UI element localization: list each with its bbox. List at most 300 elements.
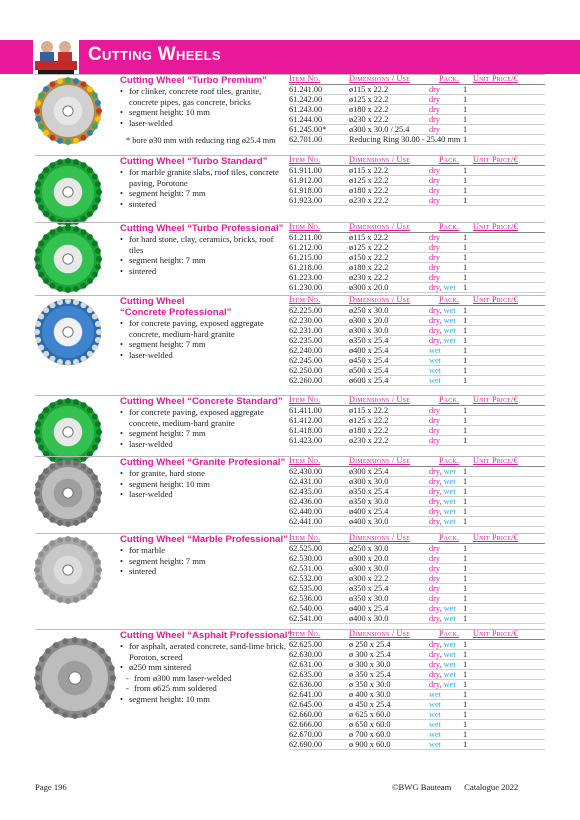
feature-list	[120, 167, 288, 209]
pack-quantity: 1	[463, 710, 468, 719]
pack-quantity: 1	[463, 186, 468, 195]
product-title-line2: “Concrete Professional”	[120, 307, 232, 318]
header-pack: Pack.	[439, 222, 460, 231]
item-number: 62.240.00	[289, 346, 323, 355]
usage-dry: dry,	[429, 670, 444, 679]
usage-dry: dry,	[429, 660, 444, 669]
usage	[429, 700, 441, 710]
table-row	[289, 263, 545, 273]
pack-quantity: 1	[463, 477, 468, 486]
usage	[429, 670, 456, 680]
usage-dry: dry	[429, 426, 441, 435]
header-unit-price: Unit Price/€	[473, 295, 518, 304]
product-table	[289, 156, 545, 206]
pack-quantity: 1	[463, 326, 468, 335]
table-row	[289, 594, 545, 604]
pack-quantity: 1	[463, 564, 468, 573]
item-number: 62.260.00	[289, 376, 323, 385]
usage	[429, 166, 440, 176]
table-row	[289, 196, 545, 206]
product-title: Cutting Wheel “Concrete Standard”	[120, 396, 283, 407]
header-unit-price: Unit Price/€	[473, 533, 518, 542]
dimensions: ø350 x 30.0	[349, 497, 389, 506]
table-row	[289, 376, 545, 386]
usage	[429, 584, 440, 594]
usage-wet: wet	[429, 690, 441, 699]
usage-dry: dry	[429, 125, 441, 134]
header-dimensions: Dimensions / Use	[349, 533, 411, 542]
item-number: 62.666.00	[289, 720, 323, 729]
dimensions: ø300 x 22.2	[349, 574, 389, 583]
dimensions: ø 300 x 30.0	[349, 660, 391, 669]
pack-quantity: 1	[463, 135, 468, 144]
header-item-no: Item No.	[289, 533, 321, 542]
item-number: 62.690.00	[289, 740, 323, 749]
pack-quantity: 1	[463, 700, 468, 709]
usage-wet: wet	[443, 467, 456, 476]
header-item-no: Item No.	[289, 395, 321, 404]
product-title: Cutting Wheel	[120, 296, 185, 307]
usage-dry: dry	[429, 186, 441, 195]
table-row	[289, 730, 545, 740]
pack-quantity: 1	[463, 720, 468, 729]
dimensions: ø300 x 30.0	[349, 326, 389, 335]
product-section	[0, 155, 580, 213]
feature-item: • segment height: 7 mm	[120, 556, 288, 567]
pack-quantity: 1	[463, 253, 468, 262]
item-number: 62.250.00	[289, 366, 323, 375]
item-number: 62.436.00	[289, 497, 323, 506]
dimensions: ø230 x 22.2	[349, 436, 389, 445]
feature-item: • segment height: 10 mm	[120, 107, 288, 118]
item-number: 62.531.00	[289, 564, 323, 573]
usage	[429, 406, 440, 416]
pack-quantity: 1	[463, 233, 468, 242]
usage	[429, 660, 456, 670]
usage-wet: wet	[429, 700, 441, 709]
usage	[429, 467, 456, 477]
usage	[429, 253, 440, 263]
pack-quantity: 1	[463, 85, 468, 94]
cutting-wheel-image	[34, 536, 102, 609]
table-row	[289, 554, 545, 564]
feature-list	[120, 641, 288, 705]
product-section	[0, 395, 580, 450]
table-header	[289, 396, 545, 406]
usage	[429, 416, 440, 426]
dimensions: ø400 x 25.4	[349, 507, 389, 516]
table-row	[289, 273, 545, 283]
header-unit-price: Unit Price/€	[473, 629, 518, 638]
table-row	[289, 346, 545, 356]
header-item-no: Item No.	[289, 222, 321, 231]
cutting-wheel-image	[34, 298, 102, 371]
product-note: * bore ø30 mm with reducing ring ø25.4 mm	[126, 136, 276, 145]
usage-dry: dry	[429, 594, 441, 603]
item-number: 61.242.00	[289, 95, 323, 104]
item-number: 62.435.00	[289, 487, 323, 496]
dimensions: ø230 x 22.2	[349, 196, 389, 205]
item-number: 62.631.00	[289, 660, 323, 669]
cutting-wheel-image	[34, 637, 116, 724]
usage	[429, 306, 456, 316]
table-row	[289, 416, 545, 426]
dimensions: ø400 x 25.4	[349, 346, 389, 355]
feature-item: • laser-welded	[120, 350, 288, 361]
dimensions: ø350 x 25.4	[349, 487, 389, 496]
dimensions: ø400 x 25.4	[349, 604, 389, 613]
usage-dry: dry	[429, 105, 441, 114]
pack-quantity: 1	[463, 263, 468, 272]
usage	[429, 710, 441, 720]
pack-quantity: 1	[463, 554, 468, 563]
table-header	[289, 296, 545, 306]
table-row	[289, 356, 545, 366]
usage-dry: dry	[429, 95, 441, 104]
feature-item: • for hard stone, clay, ceramics, bricks, roof tiles	[120, 234, 288, 255]
dimensions: ø180 x 22.2	[349, 426, 389, 435]
usage	[429, 740, 441, 750]
table-header	[289, 457, 545, 467]
usage	[429, 564, 440, 574]
pack-quantity: 1	[463, 690, 468, 699]
dimensions: ø 900 x 60.0	[349, 740, 391, 749]
table-row	[289, 85, 545, 95]
usage	[429, 105, 440, 115]
usage-dry: dry,	[429, 640, 444, 649]
cutting-wheel-image	[34, 225, 102, 298]
usage-dry: dry	[429, 196, 441, 205]
table-row	[289, 720, 545, 730]
feature-item: • segment height: 7 mm	[120, 339, 288, 350]
usage-wet: wet	[429, 720, 441, 729]
usage-wet: wet	[443, 614, 456, 623]
usage	[429, 263, 440, 273]
item-number: 61.412.00	[289, 416, 323, 425]
usage	[429, 574, 440, 584]
usage-wet: wet	[429, 356, 441, 365]
dimensions: Reducing Ring 30.00 - 25.40 mm	[349, 135, 461, 144]
usage-dry: dry	[429, 263, 441, 272]
usage	[429, 487, 456, 497]
table-row	[289, 306, 545, 316]
item-number: 62.645.00	[289, 700, 323, 709]
usage-wet: wet	[443, 487, 456, 496]
pack-quantity: 1	[463, 366, 468, 375]
dimensions: ø500 x 25.4	[349, 366, 389, 375]
dimensions: ø150 x 22.2	[349, 253, 389, 262]
usage	[429, 326, 456, 336]
table-row	[289, 125, 545, 135]
product-title: Cutting Wheel “Granite Profesional”	[120, 457, 286, 468]
item-number: 61.243.00	[289, 105, 323, 114]
dimensions: ø 700 x 60.0	[349, 730, 391, 739]
table-header	[289, 75, 545, 85]
dimensions: ø125 x 22.2	[349, 416, 389, 425]
usage-wet: wet	[443, 336, 456, 345]
item-number: 61.215.00	[289, 253, 323, 262]
dimensions: ø400 x 30.0	[349, 517, 389, 526]
usage	[429, 243, 440, 253]
item-number: 61.212.00	[289, 243, 323, 252]
product-table	[289, 457, 545, 527]
item-number: 62.630.00	[289, 650, 323, 659]
usage	[429, 95, 440, 105]
brand-logo	[33, 37, 79, 77]
table-row	[289, 740, 545, 750]
table-row	[289, 604, 545, 614]
product-title: Cutting Wheel “Turbo Premium”	[120, 75, 267, 86]
item-number: 62.530.00	[289, 554, 323, 563]
item-number: 61.423.00	[289, 436, 323, 445]
product-table	[289, 223, 545, 293]
product-table	[289, 296, 545, 386]
item-number: 62.641.00	[289, 690, 323, 699]
usage	[429, 366, 441, 376]
item-number: 61.245.00*	[289, 125, 327, 134]
dimensions: ø300 x 30.0	[349, 477, 389, 486]
dimensions: ø115 x 22.2	[349, 85, 389, 94]
pack-quantity: 1	[463, 660, 468, 669]
item-number: 61.923.00	[289, 196, 323, 205]
header-item-no: Item No.	[289, 629, 321, 638]
item-number: 62.541.00	[289, 614, 323, 623]
table-row	[289, 176, 545, 186]
usage-wet: wet	[429, 376, 441, 385]
pack-quantity: 1	[463, 467, 468, 476]
pack-quantity: 1	[463, 604, 468, 613]
table-row	[289, 105, 545, 115]
table-row	[289, 467, 545, 477]
item-number: 62.245.00	[289, 356, 323, 365]
table-row	[289, 336, 545, 346]
item-number: 62.440.00	[289, 507, 323, 516]
usage-dry: dry	[429, 436, 441, 445]
page-number: Page 196	[35, 782, 67, 792]
usage-dry: dry	[429, 574, 441, 583]
usage	[429, 517, 456, 527]
usage-wet: wet	[443, 497, 456, 506]
item-number: 62.535.00	[289, 584, 323, 593]
pack-quantity: 1	[463, 356, 468, 365]
table-row	[289, 497, 545, 507]
product-title: Cutting Wheel “Turbo Professional”	[120, 223, 284, 234]
feature-item: • for marble granite slabs, roof tiles, concrete paving, Porotone	[120, 167, 288, 188]
feature-item: • segment height: 10 mm	[120, 479, 288, 490]
usage	[429, 507, 456, 517]
usage-dry: dry,	[429, 507, 444, 516]
feature-item: • laser-welded	[120, 489, 288, 500]
item-number: 61.230.00	[289, 283, 323, 292]
usage	[429, 477, 456, 487]
usage-dry: dry,	[429, 477, 444, 486]
pack-quantity: 1	[463, 336, 468, 345]
usage-wet: wet	[443, 326, 456, 335]
pack-quantity: 1	[463, 507, 468, 516]
pack-quantity: 1	[463, 115, 468, 124]
usage-wet: wet	[429, 740, 441, 749]
usage	[429, 376, 441, 386]
usage-dry: dry,	[429, 497, 444, 506]
usage-dry: dry	[429, 176, 441, 185]
pack-quantity: 1	[463, 346, 468, 355]
usage-dry: dry	[429, 544, 441, 553]
usage-wet: wet	[443, 283, 456, 292]
table-row	[289, 436, 545, 446]
header-item-no: Item No.	[289, 295, 321, 304]
item-number: 62.230.00	[289, 316, 323, 325]
usage	[429, 640, 456, 650]
dimensions: ø450 x 25.4	[349, 356, 389, 365]
usage	[429, 554, 440, 564]
feature-item: • segment height: 7 mm	[120, 428, 288, 439]
usage-dry: dry,	[429, 306, 444, 315]
usage-wet: wet	[429, 366, 441, 375]
item-number: 61.411.00	[289, 406, 322, 415]
usage-dry: dry	[429, 416, 441, 425]
item-number: 62.431.00	[289, 477, 323, 486]
dimensions: ø350 x 25.4	[349, 584, 389, 593]
table-row	[289, 614, 545, 624]
dimensions: ø115 x 22.2	[349, 233, 389, 242]
pack-quantity: 1	[463, 670, 468, 679]
table-header	[289, 630, 545, 640]
usage	[429, 436, 440, 446]
header-dimensions: Dimensions / Use	[349, 222, 411, 231]
item-number: 62.231.00	[289, 326, 323, 335]
table-row	[289, 243, 545, 253]
product-section	[0, 629, 580, 769]
feature-list	[120, 468, 288, 500]
product-title: Cutting Wheel “Marble Professional”	[120, 534, 288, 545]
usage	[429, 233, 440, 243]
table-row	[289, 700, 545, 710]
table-header	[289, 156, 545, 166]
dimensions: ø 400 x 30.0	[349, 690, 391, 699]
product-title: Cutting Wheel “Asphalt Professional”	[120, 630, 293, 641]
dimensions: ø300 x 30.0 / 25.4	[349, 125, 410, 134]
table-row	[289, 253, 545, 263]
usage-dry: dry	[429, 554, 441, 563]
item-number: 61.911.00	[289, 166, 322, 175]
item-number: 62.430.00	[289, 467, 323, 476]
usage-wet: wet	[443, 316, 456, 325]
usage	[429, 186, 440, 196]
item-number: 62.441.00	[289, 517, 323, 526]
usage	[429, 176, 440, 186]
pack-quantity: 1	[463, 544, 468, 553]
usage-dry: dry	[429, 584, 441, 593]
table-row	[289, 366, 545, 376]
item-number: 61.241.00	[289, 85, 323, 94]
dimensions: ø125 x 22.2	[349, 95, 389, 104]
table-row	[289, 283, 545, 293]
usage	[429, 316, 456, 326]
table-row	[289, 135, 545, 145]
dimensions: ø250 x 30.0	[349, 306, 389, 315]
pack-quantity: 1	[463, 306, 468, 315]
usage	[429, 594, 440, 604]
pack-quantity: 1	[463, 176, 468, 185]
feature-item: - from ø300 mm laser-welded	[120, 673, 288, 684]
dimensions: ø 625 x 60.0	[349, 710, 391, 719]
feature-item: • for asphalt, aerated concrete, sand-lime brick, Poroton, screed	[120, 641, 288, 662]
usage	[429, 336, 456, 346]
header-pack: Pack.	[439, 533, 460, 542]
usage-wet: wet	[443, 604, 456, 613]
header-pack: Pack.	[439, 155, 460, 164]
table-row	[289, 316, 545, 326]
table-row	[289, 670, 545, 680]
item-number: 61.918.00	[289, 186, 323, 195]
usage-wet: wet	[443, 517, 456, 526]
feature-item: • segment height: 7 mm	[120, 255, 288, 266]
pack-quantity: 1	[463, 426, 468, 435]
usage-wet: wet	[443, 477, 456, 486]
header-dimensions: Dimensions / Use	[349, 456, 411, 465]
dimensions: ø230 x 22.2	[349, 273, 389, 282]
dimensions: ø 650 x 60.0	[349, 720, 391, 729]
pack-quantity: 1	[463, 166, 468, 175]
cutting-wheel-image	[34, 459, 102, 532]
usage	[429, 604, 456, 614]
pack-quantity: 1	[463, 243, 468, 252]
dimensions: ø300 x 20.0	[349, 554, 389, 563]
table-row	[289, 574, 545, 584]
usage	[429, 356, 441, 366]
dimensions: ø350 x 30.0	[349, 594, 389, 603]
table-header	[289, 223, 545, 233]
item-number: 61.211.00	[289, 233, 322, 242]
header-pack: Pack.	[439, 456, 460, 465]
feature-list	[120, 86, 288, 128]
usage-dry: dry	[429, 253, 441, 262]
table-row	[289, 690, 545, 700]
dimensions: ø300 x 20.0	[349, 316, 389, 325]
product-table	[289, 630, 545, 750]
usage-dry: dry	[429, 273, 441, 282]
usage-dry: dry,	[429, 336, 444, 345]
table-row	[289, 95, 545, 105]
pack-quantity: 1	[463, 680, 468, 689]
feature-item: • for concrete paving, exposed aggregate concrete, medium-hard granite	[120, 318, 288, 339]
pack-quantity: 1	[463, 273, 468, 282]
table-header	[289, 534, 545, 544]
feature-item: - from ø625 mm soldered	[120, 683, 288, 694]
dimensions: ø180 x 22.2	[349, 186, 389, 195]
usage-dry: dry,	[429, 316, 444, 325]
table-row	[289, 326, 545, 336]
usage	[429, 346, 441, 356]
usage-dry: dry,	[429, 604, 444, 613]
usage-wet: wet	[443, 660, 456, 669]
item-number: 62.660.00	[289, 710, 323, 719]
pack-quantity: 1	[463, 283, 468, 292]
dimensions: ø 350 x 30.0	[349, 680, 391, 689]
feature-item: • ø250 mm sintered	[120, 662, 288, 673]
dimensions: ø300 x 25.4	[349, 467, 389, 476]
item-number: 62.670.00	[289, 730, 323, 739]
item-number: 61.244.00	[289, 115, 323, 124]
table-row	[289, 426, 545, 436]
usage-wet: wet	[443, 306, 456, 315]
page-title: Cutting Wheels	[88, 44, 221, 65]
header-unit-price: Unit Price/€	[473, 395, 518, 404]
table-row	[289, 507, 545, 517]
item-number: 62.532.00	[289, 574, 323, 583]
feature-item: • for concrete paving, exposed aggregate concrete, medium-hard granite	[120, 407, 288, 428]
usage-dry: dry,	[429, 680, 444, 689]
